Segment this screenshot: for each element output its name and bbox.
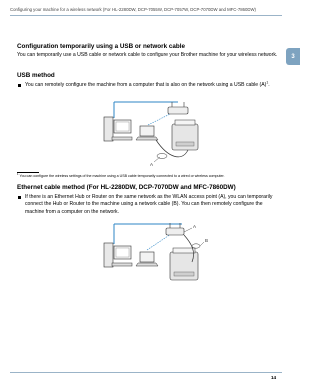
usb-method-bullet bbox=[18, 82, 280, 89]
footnote-number: 1 bbox=[17, 172, 19, 176]
section-intro-text: You can temporarily use a USB cable or network cable to configure your Brother machine for your wireless network. bbox=[17, 52, 278, 58]
access-point bbox=[168, 107, 188, 114]
ethernet-method-bullet bbox=[18, 194, 280, 216]
usb-figure-callout-a: A bbox=[150, 162, 154, 167]
laptop-screen bbox=[140, 252, 154, 262]
section-title-ethernet-method: Ethernet cable method (For HL-2280DW, DCP-7070DW and MFC-7860DW) bbox=[17, 184, 236, 191]
ethernet-figure-callout-a: A bbox=[193, 224, 197, 229]
ethernet-figure-callout-b: B bbox=[205, 238, 209, 243]
bullet-icon bbox=[18, 196, 21, 199]
desktop-keyboard bbox=[112, 263, 132, 266]
desktop-tower bbox=[104, 117, 113, 141]
desktop-tower bbox=[104, 243, 113, 267]
footnote-reference[interactable]: 1 bbox=[266, 80, 269, 85]
section-title-temporary-config: Configuration temporarily using a USB or network cable bbox=[17, 43, 185, 50]
usb-method-illustration bbox=[90, 100, 210, 170]
wlan-access-point bbox=[166, 228, 184, 235]
header-divider bbox=[10, 15, 282, 16]
footnote-text: You can configure the wireless settings of the machine using a USB cable temporarily connected to a wired or wireless computer. bbox=[19, 174, 225, 179]
usb-method-text: You can remotely configure the machine from a computer that is also on the network using a USB cable (A) bbox=[25, 82, 267, 88]
footnote bbox=[17, 174, 279, 178]
desktop-keyboard bbox=[112, 137, 132, 140]
laptop-base bbox=[136, 263, 158, 266]
ethernet-method-text: If there is an Ethernet Hub or Router on the same network as the WLAN access point (A), you can temporarily connect the Hub or Router to the machine using a network cable (B). You can then remotely configure the machine from a computer on the network. bbox=[25, 194, 273, 215]
chapter-tab: 3 bbox=[286, 48, 300, 65]
ethernet-method-illustration bbox=[92, 222, 212, 298]
page-number: 14 bbox=[271, 375, 277, 380]
running-header: Configuring your machine for a wireless network (For HL-2280DW, DCP-7055W, DCP-7057W, DCP-7070DW and MFC-7860DW) bbox=[10, 7, 256, 12]
laptop-base bbox=[136, 137, 158, 140]
section-title-usb-method: USB method bbox=[17, 72, 55, 79]
bullet-icon bbox=[18, 84, 21, 87]
usb-method-text-end: . bbox=[268, 82, 270, 88]
laptop-screen bbox=[140, 126, 154, 136]
footnote-divider bbox=[17, 172, 39, 173]
footer-divider bbox=[10, 372, 282, 373]
